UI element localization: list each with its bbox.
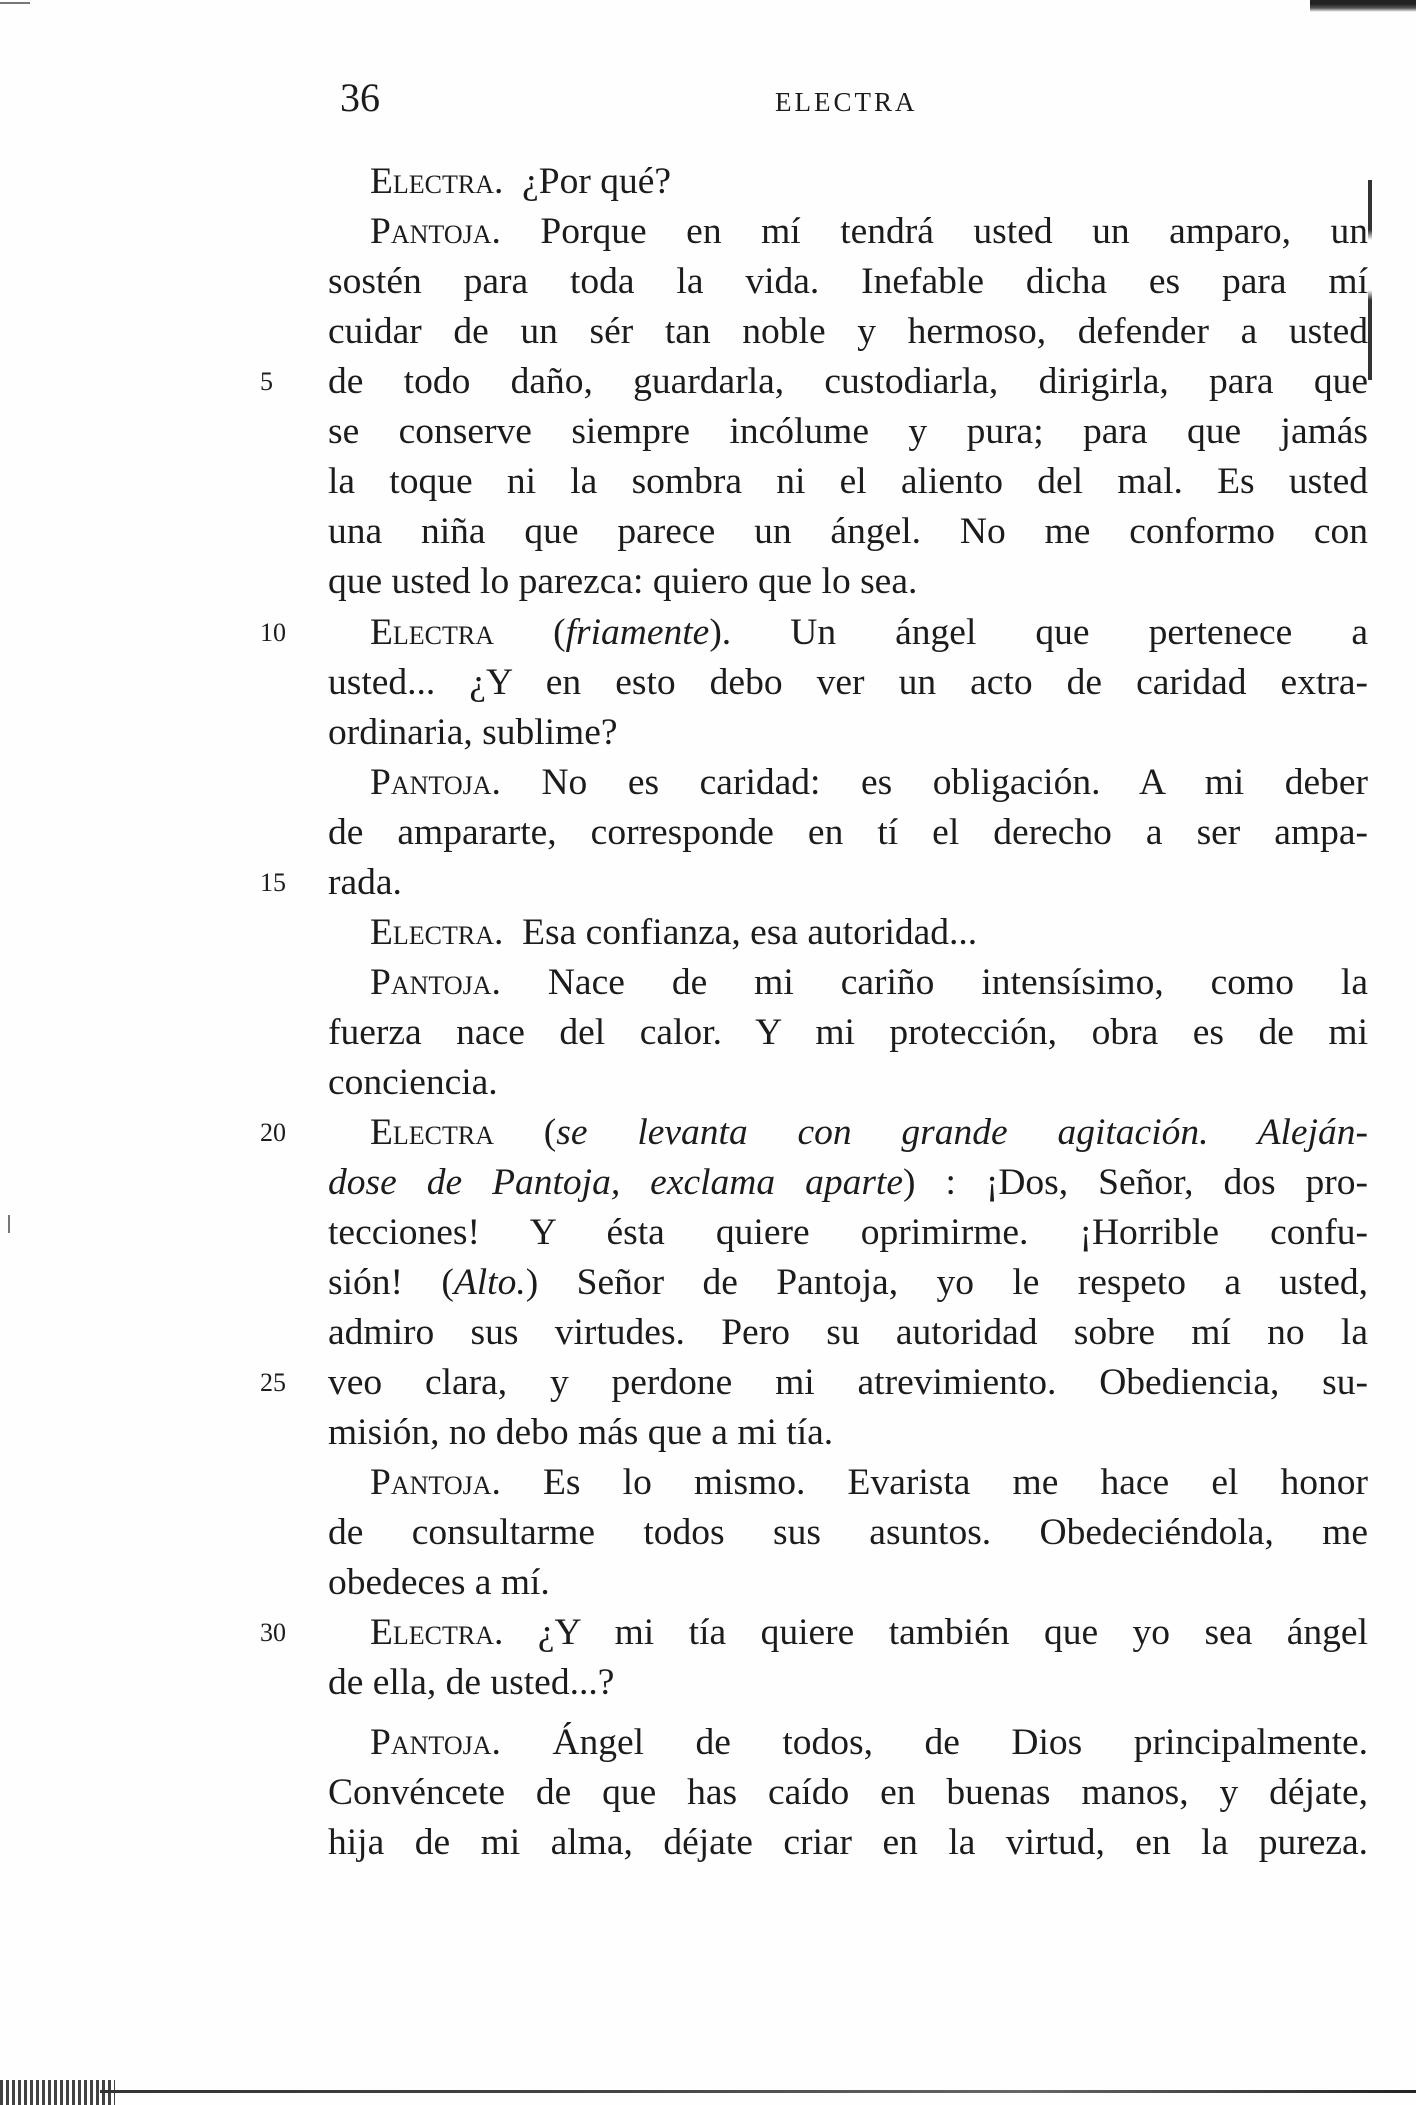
- dialogue-text: ¡Dos, Señor, dos pro-: [985, 1162, 1368, 1203]
- text-line: [370, 1718, 1368, 1768]
- text-line: que usted lo parezca: quiero que lo sea.: [328, 561, 918, 602]
- text-line: [370, 1458, 1368, 1508]
- text-line: [370, 157, 1368, 207]
- top-rule: [1310, 0, 1416, 12]
- speaker-name: Electra.: [370, 1612, 504, 1653]
- text-line: usted... ¿Y en esto debo ver un acto de caridad extra-: [328, 662, 1368, 703]
- text-line: [370, 1608, 1368, 1658]
- text-line: hija de mi alma, déjate criar en la virtud, en la pureza.: [328, 1822, 1368, 1863]
- text-line: misión, no debo más que a mi tía.: [328, 1412, 834, 1453]
- text-line: [370, 908, 1368, 958]
- text-line: obedeces a mí.: [328, 1562, 550, 1603]
- scan-artifact: [0, 2080, 115, 2105]
- speaker-name: Pantoja.: [370, 962, 501, 1003]
- text-line: fuerza nace del calor. Y mi protección, obra es de mi: [328, 1012, 1368, 1053]
- line-number: 20: [260, 1118, 286, 1147]
- dialogue-text: ¿Por qué?: [522, 161, 672, 202]
- text-line: de ella, de usted...?: [328, 1662, 615, 1703]
- dialogue-text: Porque en mí tendrá usted un amparo, un: [540, 211, 1368, 252]
- stage-direction: friamente: [565, 612, 710, 653]
- speaker-name: Pantoja.: [370, 211, 501, 252]
- text-line: tecciones! Y ésta quiere oprimirme. ¡Horrible confu-: [328, 1212, 1368, 1253]
- text-line: dose de Pantoja, exclama aparte) : ¡Dos, Señor, dos pro-: [328, 1162, 1368, 1203]
- text-line: se conserve siempre incólume y pura; para que jamás: [328, 411, 1368, 452]
- text-line: sostén para toda la vida. Inefable dicha es para mí: [328, 261, 1368, 302]
- text-line: ordinaria, sublime?: [328, 712, 618, 753]
- text-line: de todo daño, guardarla, custodiarla, dirigirla, para que: [328, 361, 1368, 402]
- text-line: conciencia.: [328, 1062, 498, 1103]
- dialogue-text: sión!: [328, 1262, 403, 1303]
- margin-mark: [1368, 180, 1372, 380]
- stage-direction: dose de Pantoja, exclama aparte: [328, 1162, 903, 1203]
- speaker-name: Pantoja.: [370, 1462, 501, 1503]
- stage-direction: Alto.: [453, 1262, 526, 1303]
- dialogue-text: ¿Y mi tía quiere también que yo sea ángel: [537, 1612, 1368, 1653]
- text-line: la toque ni la sombra ni el aliento del mal. Es usted: [328, 461, 1368, 502]
- top-left-rule: [0, 2, 30, 4]
- dialogue-text: Es lo mismo. Evarista me hace el honor: [543, 1462, 1368, 1503]
- speaker-name: Pantoja.: [370, 762, 501, 803]
- text-line: sión! (Alto.) Señor de Pantoja, yo le respeto a usted,: [328, 1262, 1368, 1303]
- page-number: 36: [340, 75, 380, 120]
- text-line: cuidar de un sér tan noble y hermoso, defender a usted: [328, 311, 1368, 352]
- speaker-name: Electra: [370, 1112, 495, 1153]
- text-line: Convéncete de que has caído en buenas manos, y déjate,: [328, 1772, 1368, 1813]
- text-line: admiro sus virtudes. Pero su autoridad sobre mí no la: [328, 1312, 1368, 1353]
- text-line: una niña que parece un ángel. No me conformo con: [328, 511, 1368, 552]
- text-line: de ampararte, corresponde en tí el derecho a ser ampa-: [328, 812, 1368, 853]
- text-line: de consultarme todos sus asuntos. Obedeciéndola, me: [328, 1512, 1368, 1553]
- text-line: rada.: [328, 862, 402, 903]
- dialogue-text: Esa confianza, esa autoridad...: [522, 912, 978, 953]
- dialogue-text: Un ángel que pertenece a: [790, 612, 1368, 653]
- text-line: [370, 207, 1368, 257]
- dialogue-text: Ángel de todos, de Dios principalmente.: [552, 1722, 1369, 1763]
- speaker-name: Pantoja.: [370, 1722, 501, 1763]
- line-number: 10: [260, 618, 286, 647]
- text-line: Electra (se levanta con grande agitación. Aleján-: [370, 1112, 1368, 1153]
- dialogue-text: Señor de Pantoja, yo le respeto a usted,: [576, 1262, 1368, 1303]
- speaker-name: Electra.: [370, 912, 504, 953]
- bottom-rule: [100, 2090, 1416, 2093]
- text-line: Electra (friamente). Un ángel que pertenece a: [370, 612, 1368, 653]
- text-line: veo clara, y perdone mi atrevimiento. Obediencia, su-: [328, 1362, 1368, 1403]
- dialogue-text: Nace de mi cariño intensísimo, como la: [547, 962, 1368, 1003]
- running-title: ELECTRA: [775, 87, 918, 117]
- line-number: 25: [260, 1368, 286, 1397]
- stage-direction: se levanta con grande agitación. Aleján-: [556, 1112, 1368, 1153]
- line-number: 5: [260, 367, 273, 396]
- text-line: [370, 958, 1368, 1008]
- speaker-name: Electra.: [370, 161, 504, 202]
- line-number: 30: [260, 1618, 286, 1647]
- line-number: 15: [260, 868, 286, 897]
- speaker-name: Electra: [370, 612, 495, 653]
- margin-tick: [8, 1215, 10, 1233]
- text-line: [370, 758, 1368, 808]
- dialogue-text: No es caridad: es obligación. A mi deber: [541, 762, 1369, 803]
